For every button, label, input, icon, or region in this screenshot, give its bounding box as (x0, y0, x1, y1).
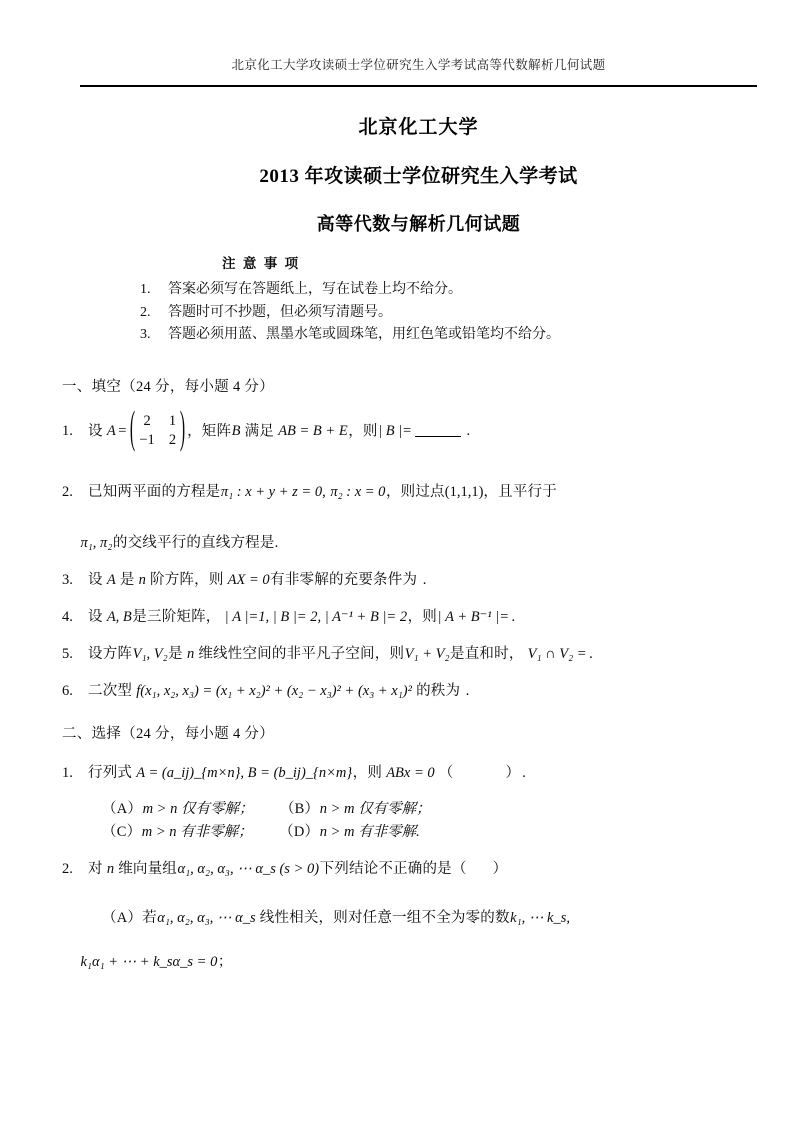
option-d-label[interactable]: （D） (279, 823, 320, 840)
question-1-1 (62, 405, 762, 454)
q1-equals: = (118, 423, 127, 440)
notice-item-text: 答案必须写在答题纸上，写在试卷上均不给分。 (168, 282, 462, 297)
q22-text-a: 对 (88, 861, 103, 878)
q4-text-a: 设 (88, 609, 103, 626)
q1-tail-text: ，则 (348, 423, 378, 440)
section-heading-fill-in-blank: 一、填空（24 分，每小题 4 分） (62, 379, 275, 395)
q2-planes-ref: π₁, π₂ (80, 535, 113, 552)
matrix-right-paren: ) (179, 405, 186, 454)
notice-item-text: 答题时可不抄题，但必须写清题号。 (168, 304, 392, 320)
q21-expression: ABx = 0 (386, 765, 435, 782)
q1-matrix-var-a: A (106, 423, 116, 440)
q3-var-n: n (138, 572, 146, 589)
q6-quadratic-form: f(x₁, x₂, x₃) = (x₁ + x₂)² + (x₂ − x₃)² + (x₃ + x₁)² (136, 683, 412, 700)
option-a-label[interactable]: （A） (102, 801, 143, 818)
q2-plane-1: π₁ : x + y + z = 0, (220, 484, 326, 501)
matrix-cell: 2 (143, 413, 151, 429)
question-2-2-option-a[interactable] (102, 908, 762, 930)
notice-item-number: 3. (140, 327, 151, 343)
option-a-text-2: 线性相关，则对任意一组不全为零的数 (259, 910, 510, 927)
question-number: 6. (62, 683, 73, 700)
question-2-1-options (102, 798, 762, 843)
q4-target: | A + B⁻¹ |= (437, 609, 509, 626)
option-d-text[interactable]: n > m 有非零解. (319, 823, 420, 840)
question-1-4 (62, 605, 762, 626)
q2-plane-2: π₂ : x = 0 (330, 484, 386, 501)
q1-var-b: B (231, 423, 241, 440)
question-2-2-option-a-formula (80, 950, 762, 971)
q6-text-b: 的秩为 (416, 683, 461, 700)
q21-text-b: ，则 (352, 765, 383, 782)
option-a-label: （A） (102, 910, 143, 927)
question-number: 3. (62, 572, 73, 589)
question-number: 2. (62, 861, 73, 878)
option-row (102, 821, 762, 843)
q5-text-b: 是 (168, 646, 183, 663)
question-1-5 (62, 642, 762, 663)
q4-text-c: ，则 (407, 609, 437, 626)
running-header-text: 北京化工大学攻读硕士学位研究生入学考试高等代数解析几何试题 (231, 58, 606, 72)
q1-relation: AB = B + E (278, 423, 348, 440)
q6-text-a: 二次型 (88, 683, 133, 700)
q1-answer-blank[interactable] (415, 436, 461, 437)
notice-item-text: 答题必须用蓝、黑墨水笔或圆珠笔，用红色笔或铅笔均不给分。 (168, 327, 560, 343)
q2-mid-text: ，则过点 (385, 484, 445, 501)
q21-text-a: 行列式 (88, 765, 133, 782)
matrix-grid (139, 413, 176, 449)
q3-text-d: 有非零解的充要条件为 (270, 572, 418, 589)
q2-tail-text: ，且平行于 (483, 484, 557, 501)
matrix-cell: 1 (168, 413, 177, 429)
question-1-3 (62, 568, 762, 589)
question-content (88, 761, 762, 782)
question-number: 1. (62, 765, 73, 782)
question-content (88, 480, 762, 501)
q5-text-a: 设方阵 (88, 646, 133, 663)
q2-line2-text: 的交线平行的直线方程是. (112, 535, 279, 552)
title-block (80, 112, 757, 236)
option-c-label[interactable]: （C） (102, 823, 142, 840)
q1-period: . (466, 423, 471, 440)
question-content (88, 857, 762, 878)
subject-title: 高等代数与解析几何试题 (316, 214, 521, 234)
question-1-2 (62, 480, 762, 501)
header-divider-rule (80, 85, 757, 87)
question-number: 2. (62, 484, 73, 501)
q5-intersection: V₁ ∩ V₂ = (527, 646, 587, 663)
exam-body (62, 375, 762, 987)
q3-var-a: A (106, 572, 116, 589)
q3-expression: AX = 0 (227, 572, 270, 589)
option-b-label[interactable]: （B） (279, 801, 320, 818)
q21-paren-close: ） (505, 765, 521, 782)
matrix-cell: 2 (168, 432, 177, 449)
q5-vars: V₁, V₂ (132, 646, 168, 663)
q21-definitions: A = (a_ij)_{m×n}, B = (b_ij)_{n×m} (136, 765, 353, 782)
matrix-cell: −1 (139, 432, 155, 449)
question-content (88, 679, 762, 700)
q21-period: . (522, 765, 526, 782)
q22-vectors: α₁, α₂, α₃, ⋯ α_s (s > 0) (177, 861, 320, 878)
question-number: 5. (62, 646, 73, 663)
question-2-2 (62, 857, 762, 878)
q3-text-c: 阶方阵，则 (150, 572, 224, 589)
q6-period: . (465, 683, 470, 700)
option-a-text[interactable]: m > n 仅有零解； (142, 801, 254, 818)
option-a-linear-combination: k₁α₁ + ⋯ + k_sα_s = 0 (80, 953, 218, 970)
q22-paren-close: ） (492, 861, 508, 878)
q5-text-d: 是直和时， (450, 646, 524, 663)
question-1-6 (62, 679, 762, 700)
question-1-2-continuation (80, 531, 762, 552)
question-2-1 (62, 761, 762, 782)
q4-text-b: 是三阶矩阵， (132, 609, 221, 626)
matrix-left-paren: ( (130, 405, 136, 454)
q2-point: (1,1,1) (444, 484, 484, 501)
notice-item (140, 302, 740, 325)
notice-item (140, 279, 740, 302)
notice-item-number: 1. (140, 282, 151, 297)
q22-text-c: 下列结论不正确的是（ (319, 861, 467, 878)
q5-sum: V₁ + V₂ (404, 646, 450, 663)
q3-text-b: 是 (119, 572, 135, 589)
exam-year-title: 2013 年攻读硕士学位研究生入学考试 (259, 166, 578, 187)
q5-period: . (589, 646, 593, 663)
q4-period: . (511, 609, 516, 626)
q5-var-n: n (186, 646, 195, 663)
question-content (88, 642, 762, 663)
option-a-coefficients: k₁, ⋯ k_s, (510, 910, 570, 927)
q4-conditions: | A |=1, | B |= 2, | A⁻¹ + B |= 2 (224, 609, 408, 626)
q22-text-b: 维向量组 (118, 861, 178, 878)
notice-block (140, 252, 740, 347)
notice-item-number: 2. (140, 304, 151, 320)
running-header (80, 58, 757, 73)
option-b-text[interactable]: n > m 仅有零解； (319, 801, 431, 818)
option-a-text-1: 若 (142, 910, 157, 927)
question-number: 4. (62, 609, 73, 626)
q1-matrix (129, 405, 186, 454)
q4-vars: A, B (106, 609, 132, 626)
question-number: 1. (62, 423, 73, 440)
q1-lead-text: 设 (88, 423, 103, 440)
q22-var-n: n (106, 861, 115, 878)
option-row (102, 798, 762, 820)
q21-paren-open: （ (438, 765, 454, 782)
q2-lead-text: 已知两平面的方程是 (88, 484, 221, 501)
q3-period: . (422, 572, 427, 589)
question-content (88, 605, 762, 626)
university-title: 北京化工大学 (358, 117, 479, 138)
q1-det-b: | B |= (378, 423, 412, 440)
notice-heading: 注 意 事 项 (222, 256, 301, 271)
question-content (88, 405, 762, 454)
option-a-semicolon: ； (217, 953, 233, 970)
option-c-text[interactable]: m > n 有非零解； (141, 823, 253, 840)
question-content (88, 568, 762, 589)
q1-mid-text: ，矩阵 (187, 423, 232, 440)
q1-mid-text-2: 满足 (244, 423, 275, 440)
q3-text-a: 设 (88, 572, 103, 589)
section-heading-multiple-choice: 二、选择（24 分，每小题 4 分） (62, 726, 275, 743)
q5-text-c: 维线性空间的非平凡子空间，则 (198, 646, 405, 663)
option-a-vectors: α₁, α₂, α₃, ⋯ α_s (157, 910, 256, 927)
notice-item (140, 324, 740, 347)
